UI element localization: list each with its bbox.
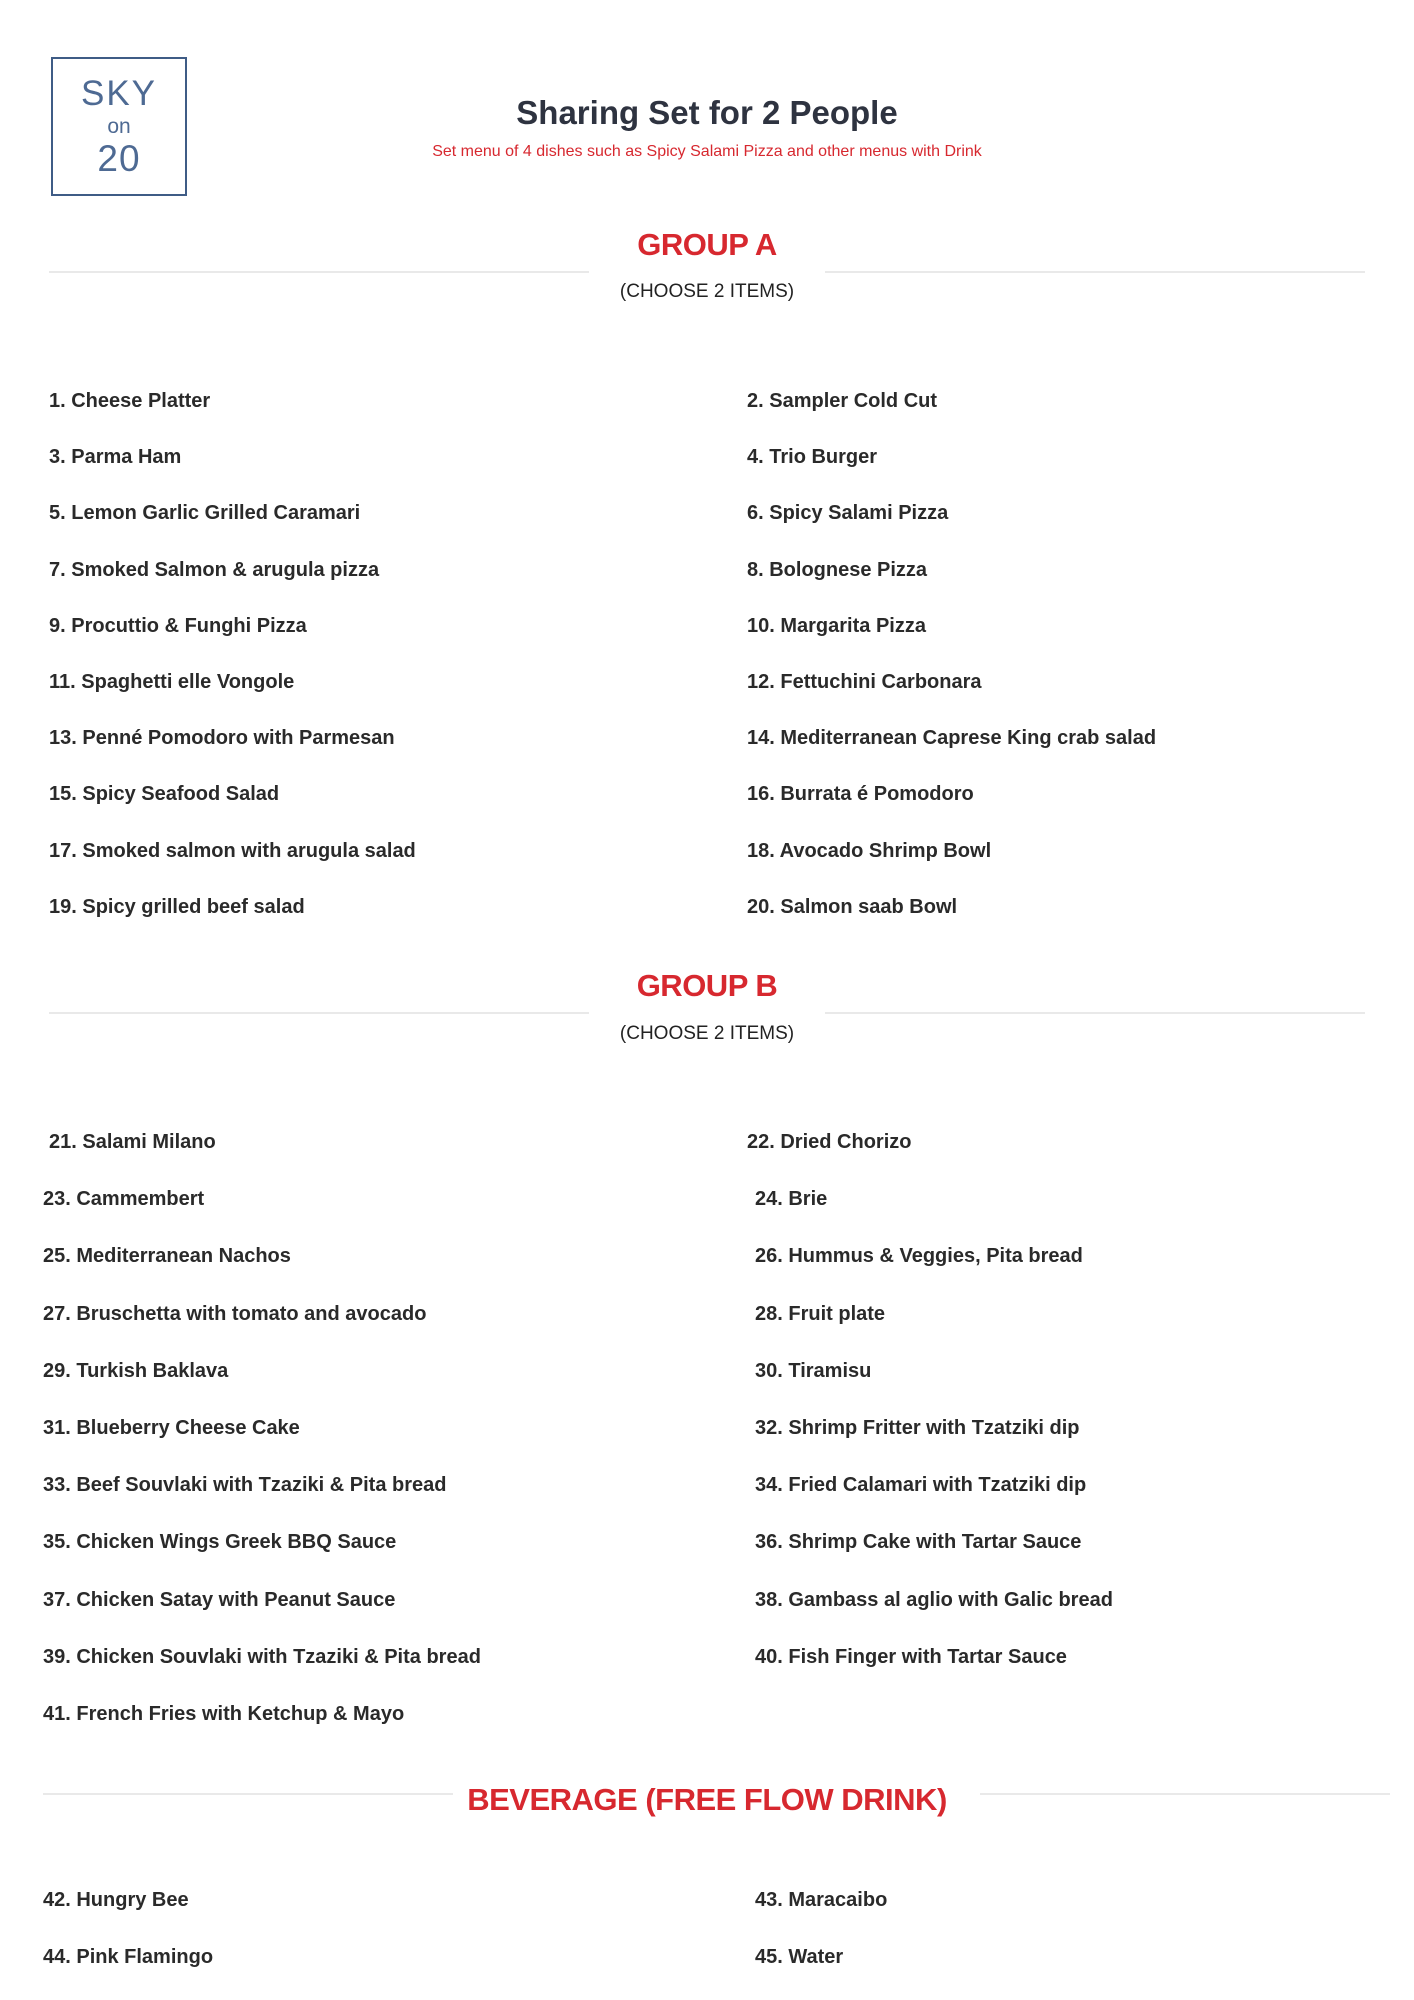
group-b-rule-left: [49, 1012, 589, 1014]
group-a-item: 20. Salmon saab Bowl: [747, 895, 958, 918]
group-a-item: 4. Trio Burger: [747, 446, 878, 469]
group-a-item: 2. Sampler Cold Cut: [747, 390, 938, 412]
logo-line-sky: SKY: [80, 74, 158, 113]
group-b-item: 24. Brie: [755, 1188, 828, 1211]
group-a-item: 17. Smoked salmon with arugula salad: [49, 839, 416, 862]
page-subtitle: Set menu of 4 dishes such as Spicy Salami Pizza and other menus with Drink: [432, 143, 982, 160]
group-b-item: 29. Turkish Baklava: [43, 1359, 229, 1382]
group-a-item: 18. Avocado Shrimp Bowl: [747, 839, 992, 862]
group-a-rule-left: [49, 271, 589, 273]
beverage-rule-right: [980, 1793, 1390, 1795]
group-b-item: 41. French Fries with Ketchup & Mayo: [43, 1703, 405, 1725]
group-b-item: 22. Dried Chorizo: [747, 1131, 912, 1153]
group-a-item: 8. Bolognese Pizza: [747, 558, 928, 581]
group-b-item: 21. Salami Milano: [49, 1131, 216, 1153]
beverage-item: 43. Maracaibo: [755, 1889, 888, 1911]
group-b-item: 36. Shrimp Cake with Tartar Sauce: [755, 1531, 1082, 1554]
group-b-item: 39. Chicken Souvlaki with Tzaziki & Pita bread: [43, 1645, 481, 1668]
group-a-item: 12. Fettuchini Carbonara: [747, 671, 982, 693]
group-a-item: 7. Smoked Salmon & arugula pizza: [49, 558, 380, 581]
group-a-item: 10. Margarita Pizza: [747, 614, 926, 637]
group-a-item: 15. Spicy Seafood Salad: [49, 783, 280, 806]
group-b-heading: GROUP B: [636, 968, 778, 1003]
beverage-item: 45. Water: [755, 1946, 844, 1968]
group-b-item: 23. Cammembert: [43, 1188, 205, 1211]
group-b-item: 30. Tiramisu: [755, 1359, 872, 1382]
group-a-item: 14. Mediterranean Caprese King crab salad: [747, 727, 1157, 750]
group-a-choose-note: (CHOOSE 2 ITEMS): [619, 281, 795, 302]
page-title: Sharing Set for 2 People: [516, 94, 898, 131]
beverage-heading: BEVERAGE (FREE FLOW DRINK): [467, 1782, 947, 1817]
group-a-item: 5. Lemon Garlic Grilled Caramari: [49, 502, 361, 525]
group-b-item: 35. Chicken Wings Greek BBQ Sauce: [43, 1531, 397, 1554]
group-b-item: 25. Mediterranean Nachos: [43, 1245, 291, 1268]
group-a-item: 19. Spicy grilled beef salad: [49, 895, 305, 918]
group-a-item: 16. Burrata é Pomodoro: [747, 783, 974, 806]
group-b-item: 38. Gambass al aglio with Galic bread: [755, 1588, 1113, 1611]
beverage-rule-left: [43, 1793, 453, 1795]
group-b-item: 34. Fried Calamari with Tzatziki dip: [755, 1474, 1087, 1497]
group-a-item: 3. Parma Ham: [49, 446, 182, 469]
group-b-item: 33. Beef Souvlaki with Tzaziki & Pita bread: [43, 1474, 447, 1497]
group-b-item: 28. Fruit plate: [755, 1302, 886, 1325]
group-a-item: 6. Spicy Salami Pizza: [747, 502, 949, 525]
beverage-item: 44. Pink Flamingo: [43, 1946, 214, 1968]
logo-line-20: 20: [97, 138, 141, 179]
group-b-item: 31. Blueberry Cheese Cake: [43, 1417, 300, 1439]
group-b-item: 40. Fish Finger with Tartar Sauce: [755, 1645, 1067, 1668]
group-b-item: 26. Hummus & Veggies, Pita bread: [755, 1245, 1083, 1268]
group-a-item: 9. Procuttio & Funghi Pizza: [49, 614, 307, 637]
group-a-item: 1. Cheese Platter: [49, 390, 211, 412]
group-b-item: 37. Chicken Satay with Peanut Sauce: [43, 1588, 396, 1611]
group-a-item: 13. Penné Pomodoro with Parmesan: [49, 727, 395, 750]
group-b-item: 27. Bruschetta with tomato and avocado: [43, 1302, 427, 1325]
group-a-rule-right: [825, 271, 1365, 273]
beverage-item: 42. Hungry Bee: [43, 1889, 189, 1911]
group-a-item: 11. Spaghetti elle Vongole: [49, 671, 295, 693]
group-b-choose-note: (CHOOSE 2 ITEMS): [619, 1023, 795, 1044]
logo-line-on: on: [107, 115, 131, 138]
group-b-rule-right: [825, 1012, 1365, 1014]
group-b-item: 32. Shrimp Fritter with Tzatziki dip: [755, 1417, 1080, 1439]
group-a-heading: GROUP A: [637, 227, 777, 262]
